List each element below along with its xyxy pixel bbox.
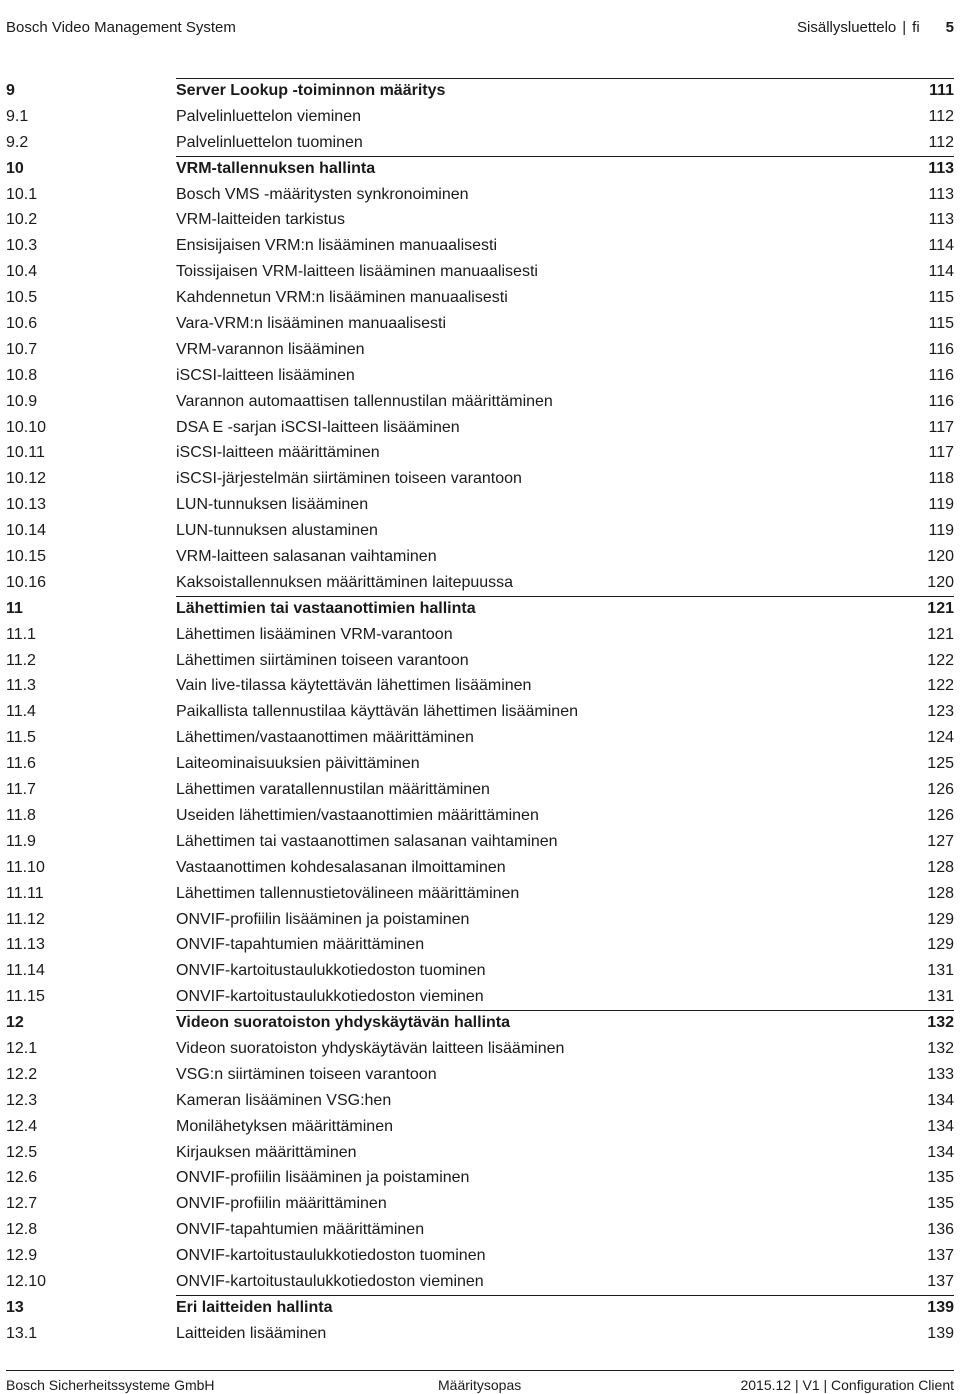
toc-entry-page[interactable]: 139 — [927, 1298, 954, 1316]
toc-entry-number: 13 — [6, 1298, 24, 1316]
toc-entry-row[interactable] — [0, 1114, 960, 1140]
toc-entry-row[interactable] — [0, 958, 960, 984]
toc-entry-page[interactable]: 113 — [928, 211, 954, 229]
toc-entry-title[interactable]: Vain live-tilassa käytettävän lähettimen lisääminen — [176, 677, 532, 695]
toc-entry-number: 12.8 — [6, 1221, 38, 1239]
toc-entry-page[interactable]: 132 — [927, 1039, 954, 1057]
toc-entry-page[interactable]: 114 — [928, 237, 954, 255]
toc-entry-title[interactable]: iSCSI-laitteen lisääminen — [176, 366, 355, 384]
toc-entry-title[interactable]: Paikallista tallennustilaa käyttävän lähettimen lisääminen — [176, 703, 578, 721]
toc-entry-page[interactable]: 133 — [927, 1065, 954, 1083]
toc-entry-row[interactable] — [0, 259, 960, 285]
toc-entry-row[interactable] — [0, 337, 960, 363]
toc-entry-title[interactable]: Bosch VMS -määritysten synkronoiminen — [176, 185, 469, 203]
toc-entry-row[interactable] — [0, 233, 960, 259]
table-of-contents — [0, 78, 960, 1347]
toc-entry-title[interactable]: LUN-tunnuksen lisääminen — [176, 496, 369, 514]
toc-entry-title[interactable]: VSG:n siirtäminen toiseen varantoon — [176, 1065, 437, 1083]
toc-entry-number: 10.6 — [6, 315, 38, 333]
toc-entry-page[interactable]: 134 — [927, 1091, 954, 1109]
toc-entry-page[interactable]: 129 — [927, 936, 954, 954]
page-header — [6, 16, 954, 38]
toc-entry-page[interactable]: 131 — [927, 988, 954, 1006]
toc-entry-number: 10.4 — [6, 263, 38, 281]
document-title: Bosch Video Management System — [6, 18, 236, 36]
toc-entry-title[interactable]: iSCSI-laitteen määrittäminen — [176, 444, 380, 462]
toc-entry-title[interactable]: Eri laitteiden hallinta — [176, 1298, 333, 1316]
toc-entry-page[interactable]: 135 — [927, 1169, 954, 1187]
toc-entry-row[interactable] — [0, 751, 960, 777]
toc-entry-title[interactable]: Kirjauksen määrittäminen — [176, 1143, 357, 1161]
toc-entry-row[interactable] — [0, 440, 960, 466]
toc-entry-row[interactable] — [0, 1243, 960, 1269]
toc-entry-number: 11.12 — [6, 910, 45, 928]
toc-entry-title[interactable]: VRM-laitteiden tarkistus — [176, 211, 345, 229]
toc-entry-title[interactable]: ONVIF-kartoitustaulukkotiedoston vieminen — [176, 1272, 484, 1290]
toc-entry-page[interactable]: 119 — [928, 522, 954, 540]
toc-entry-row[interactable] — [0, 1088, 960, 1114]
toc-entry-page[interactable]: 125 — [927, 755, 954, 773]
toc-entry-row[interactable] — [0, 984, 960, 1010]
toc-entry-number: 10.2 — [6, 211, 38, 229]
toc-entry-page[interactable]: 112 — [928, 107, 954, 125]
toc-entry-row[interactable] — [0, 1036, 960, 1062]
toc-entry-number: 12.2 — [6, 1065, 38, 1083]
toc-entry-title[interactable]: DSA E -sarjan iSCSI-laitteen lisääminen — [176, 418, 460, 436]
toc-entry-row[interactable] — [0, 777, 960, 803]
toc-entry-row[interactable] — [0, 622, 960, 648]
toc-entry-page[interactable]: 137 — [927, 1272, 954, 1290]
toc-entry-title[interactable]: Vastaanottimen kohdesalasanan ilmoittaminen — [176, 858, 506, 876]
toc-entry-page[interactable]: 124 — [927, 729, 954, 747]
toc-entry-number: 11.2 — [6, 651, 36, 669]
toc-entry-title[interactable]: ONVIF-tapahtumien määrittäminen — [176, 1221, 425, 1239]
toc-entry-title[interactable]: Laiteominaisuuksien päivittäminen — [176, 755, 420, 773]
toc-entry-title[interactable]: ONVIF-kartoitustaulukkotiedoston vieminen — [176, 988, 484, 1006]
toc-entry-row[interactable] — [0, 492, 960, 518]
toc-entry-number: 10 — [6, 159, 24, 177]
toc-entry-number: 12.3 — [6, 1091, 38, 1109]
toc-entry-number: 11.3 — [6, 677, 36, 695]
toc-entry-title[interactable]: Toissijaisen VRM-laitteen lisääminen manuaalisesti — [176, 263, 538, 281]
toc-entry-row[interactable] — [0, 1269, 960, 1295]
toc-entry-row[interactable] — [0, 544, 960, 570]
toc-chapter-row[interactable] — [0, 596, 960, 622]
toc-entry-title[interactable]: VRM-tallennuksen hallinta — [176, 159, 376, 177]
toc-entry-title[interactable]: Palvelinluettelon vieminen — [176, 107, 361, 125]
toc-entry-number: 9.1 — [6, 107, 29, 125]
toc-entry-row[interactable] — [0, 389, 960, 415]
toc-entry-title[interactable]: Lähettimen/vastaanottimen määrittäminen — [176, 729, 474, 747]
toc-entry-row[interactable] — [0, 803, 960, 829]
toc-entry-page[interactable]: 117 — [928, 418, 954, 436]
toc-entry-row[interactable] — [0, 311, 960, 337]
toc-entry-page[interactable]: 134 — [927, 1117, 954, 1135]
toc-entry-title[interactable]: ONVIF-profiilin lisääminen ja poistaminen — [176, 910, 470, 928]
toc-entry-row[interactable] — [0, 699, 960, 725]
toc-entry-title[interactable]: Videon suoratoiston yhdyskäytävän hallinta — [176, 1014, 511, 1032]
toc-entry-page[interactable]: 116 — [928, 392, 954, 410]
toc-entry-number: 11.1 — [6, 625, 36, 643]
toc-chapter-row[interactable] — [0, 1010, 960, 1036]
toc-entry-number: 12.10 — [6, 1272, 47, 1290]
toc-entry-row[interactable] — [0, 363, 960, 389]
toc-entry-number: 11 — [6, 599, 23, 617]
toc-entry-row[interactable] — [0, 1140, 960, 1166]
toc-entry-row[interactable] — [0, 207, 960, 233]
toc-entry-title[interactable]: Videon suoratoiston yhdyskäytävän laitteen lisääminen — [176, 1039, 565, 1057]
toc-entry-row[interactable] — [0, 1321, 960, 1347]
toc-entry-number: 10.16 — [6, 573, 47, 591]
toc-entry-title[interactable]: ONVIF-tapahtumien määrittäminen — [176, 936, 425, 954]
toc-entry-row[interactable] — [0, 907, 960, 933]
toc-entry-title[interactable]: Ensisijaisen VRM:n lisääminen manuaalisesti — [176, 237, 498, 255]
toc-entry-number: 11.11 — [6, 884, 44, 902]
toc-entry-row[interactable] — [0, 466, 960, 492]
toc-entry-page[interactable]: 116 — [928, 366, 954, 384]
toc-entry-page[interactable]: 120 — [927, 573, 954, 591]
toc-entry-title[interactable]: VRM-laitteen salasanan vaihtaminen — [176, 548, 437, 566]
toc-entry-page[interactable]: 122 — [927, 677, 954, 695]
toc-entry-number: 10.3 — [6, 237, 38, 255]
toc-entry-title[interactable]: Lähettimien tai vastaanottimien hallinta — [176, 599, 476, 617]
toc-entry-number: 10.15 — [6, 548, 47, 566]
toc-entry-number: 10.8 — [6, 366, 38, 384]
toc-entry-title[interactable]: Lähettimen tallennustietovälineen määrittäminen — [176, 884, 520, 902]
toc-chapter-row[interactable] — [0, 156, 960, 182]
toc-entry-page[interactable]: 111 — [929, 82, 954, 99]
toc-entry-row[interactable] — [0, 182, 960, 208]
toc-entry-row[interactable] — [0, 518, 960, 544]
toc-entry-number: 10.13 — [6, 496, 47, 514]
toc-entry-page[interactable]: 127 — [927, 832, 954, 850]
toc-entry-number: 10.10 — [6, 418, 47, 436]
toc-entry-number: 11.9 — [6, 832, 36, 850]
toc-entry-row[interactable] — [0, 829, 960, 855]
toc-entry-title[interactable]: Kahdennetun VRM:n lisääminen manuaalisesti — [176, 289, 508, 307]
toc-entry-page[interactable]: 113 — [928, 159, 954, 177]
toc-entry-number: 11.4 — [6, 703, 36, 721]
toc-entry-page[interactable]: 131 — [927, 962, 954, 980]
toc-entry-page[interactable]: 137 — [927, 1247, 954, 1265]
toc-entry-row[interactable] — [0, 725, 960, 751]
toc-entry-row[interactable] — [0, 1062, 960, 1088]
toc-entry-number: 11.8 — [6, 806, 36, 824]
footer-document-type: Määritysopas — [438, 1377, 522, 1393]
toc-entry-title[interactable]: Vara-VRM:n lisääminen manuaalisesti — [176, 315, 447, 333]
toc-chapter-row[interactable] — [0, 1295, 960, 1321]
toc-entry-page[interactable]: 134 — [927, 1143, 954, 1161]
toc-entry-number: 9 — [6, 82, 15, 99]
toc-entry-row[interactable] — [0, 1217, 960, 1243]
toc-entry-number: 12.9 — [6, 1247, 38, 1265]
toc-entry-page[interactable]: 117 — [928, 444, 954, 462]
toc-entry-row[interactable] — [0, 855, 960, 881]
toc-entry-page[interactable]: 136 — [927, 1221, 954, 1239]
toc-entry-page[interactable]: 118 — [928, 470, 954, 488]
toc-entry-title[interactable]: Palvelinluettelon tuominen — [176, 133, 363, 151]
toc-entry-row[interactable] — [0, 1165, 960, 1191]
toc-entry-number: 10.14 — [6, 522, 47, 540]
toc-entry-row[interactable] — [0, 130, 960, 156]
toc-entry-page[interactable]: 121 — [927, 599, 954, 617]
toc-entry-title[interactable]: Kaksoistallennuksen määrittäminen laitepuussa — [176, 573, 514, 591]
toc-entry-number: 12.6 — [6, 1169, 38, 1187]
toc-entry-title[interactable]: ONVIF-profiilin määrittäminen — [176, 1195, 387, 1213]
toc-entry-title[interactable]: iSCSI-järjestelmän siirtäminen toiseen varantoon — [176, 470, 522, 488]
toc-entry-page[interactable]: 128 — [927, 858, 954, 876]
toc-entry-number: 11.5 — [6, 729, 36, 747]
toc-entry-number: 12.4 — [6, 1117, 38, 1135]
toc-entry-page[interactable]: 120 — [927, 548, 954, 566]
toc-entry-number: 11.13 — [6, 936, 45, 954]
page-number: 5 — [945, 18, 954, 36]
section-name: Sisällysluettelo — [797, 18, 897, 36]
footer-version: 2015.12 | V1 | Configuration Client — [740, 1377, 954, 1393]
toc-entry-title[interactable]: Kameran lisääminen VSG:hen — [176, 1091, 392, 1109]
toc-entry-page[interactable]: 126 — [927, 781, 954, 799]
toc-entry-page[interactable]: 114 — [928, 263, 954, 281]
toc-entry-page[interactable]: 122 — [927, 651, 954, 669]
toc-entry-row[interactable] — [0, 673, 960, 699]
toc-entry-row[interactable] — [0, 570, 960, 596]
toc-entry-page[interactable]: 139 — [927, 1324, 954, 1342]
toc-entry-title[interactable]: VRM-varannon lisääminen — [176, 340, 365, 358]
toc-entry-page[interactable]: 119 — [928, 496, 954, 514]
toc-entry-title[interactable]: Varannon automaattisen tallennustilan määrittäminen — [176, 392, 553, 410]
toc-entry-number: 10.1 — [6, 185, 38, 203]
toc-entry-page[interactable]: 129 — [927, 910, 954, 928]
toc-entry-row[interactable] — [0, 1191, 960, 1217]
toc-entry-title[interactable]: Lähettimen lisääminen VRM-varantoon — [176, 625, 453, 643]
toc-entry-row[interactable] — [0, 881, 960, 907]
toc-entry-title[interactable]: Server Lookup -toiminnon määritys — [176, 82, 446, 99]
toc-entry-number: 12.7 — [6, 1195, 38, 1213]
toc-entry-number: 10.12 — [6, 470, 47, 488]
toc-entry-number: 12 — [6, 1014, 24, 1032]
toc-entry-title[interactable]: ONVIF-profiilin lisääminen ja poistaminen — [176, 1169, 470, 1187]
toc-entry-title[interactable]: LUN-tunnuksen alustaminen — [176, 522, 378, 540]
toc-entry-page[interactable]: 121 — [927, 625, 954, 643]
toc-entry-number: 11.6 — [6, 755, 36, 773]
language-code: fi — [912, 18, 920, 36]
toc-entry-page[interactable]: 115 — [928, 289, 954, 307]
toc-entry-title[interactable]: Lähettimen varatallennustilan määrittäminen — [176, 781, 490, 799]
toc-entry-title[interactable]: ONVIF-kartoitustaulukkotiedoston tuominen — [176, 1247, 486, 1265]
toc-entry-title[interactable]: Laitteiden lisääminen — [176, 1324, 327, 1342]
toc-entry-page[interactable]: 112 — [928, 133, 954, 151]
toc-entry-number: 13.1 — [6, 1324, 38, 1342]
page-footer — [6, 1370, 954, 1393]
toc-entry-number: 11.15 — [6, 988, 45, 1006]
toc-entry-page[interactable]: 135 — [927, 1195, 954, 1213]
toc-entry-number: 10.9 — [6, 392, 38, 410]
header-right — [797, 19, 954, 36]
toc-entry-number: 12.1 — [6, 1039, 38, 1057]
toc-entry-title[interactable]: Useiden lähettimien/vastaanottimien määrittäminen — [176, 806, 539, 824]
toc-entry-page[interactable]: 116 — [928, 340, 954, 358]
toc-entry-title[interactable]: ONVIF-kartoitustaulukkotiedoston tuominen — [176, 962, 486, 980]
toc-entry-row[interactable] — [0, 285, 960, 311]
toc-entry-row[interactable] — [0, 932, 960, 958]
toc-entry-page[interactable]: 123 — [927, 703, 954, 721]
toc-entry-page[interactable]: 113 — [928, 185, 954, 203]
toc-entry-number: 9.2 — [6, 133, 29, 151]
toc-entry-row[interactable] — [0, 648, 960, 674]
toc-chapter-row[interactable] — [0, 78, 960, 104]
toc-entry-page[interactable]: 132 — [927, 1014, 954, 1032]
toc-entry-number: 11.14 — [6, 962, 45, 980]
toc-entry-page[interactable]: 115 — [928, 315, 954, 333]
toc-entry-number: 11.7 — [6, 781, 36, 799]
toc-entry-number: 12.5 — [6, 1143, 38, 1161]
toc-entry-page[interactable]: 128 — [927, 884, 954, 902]
toc-entry-title[interactable]: Lähettimen tai vastaanottimen salasanan vaihtaminen — [176, 832, 558, 850]
toc-entry-row[interactable] — [0, 415, 960, 441]
toc-entry-number: 10.7 — [6, 340, 38, 358]
toc-entry-page[interactable]: 126 — [927, 806, 954, 824]
toc-entry-number: 11.10 — [6, 858, 45, 876]
toc-entry-title[interactable]: Lähettimen siirtäminen toiseen varantoon — [176, 651, 469, 669]
footer-company: Bosch Sicherheitssysteme GmbH — [6, 1377, 215, 1393]
toc-entry-number: 10.5 — [6, 289, 38, 307]
toc-entry-title[interactable]: Monilähetyksen määrittäminen — [176, 1117, 393, 1135]
header-separator: | — [902, 18, 907, 36]
toc-entry-number: 10.11 — [6, 444, 45, 462]
toc-entry-row[interactable] — [0, 104, 960, 130]
